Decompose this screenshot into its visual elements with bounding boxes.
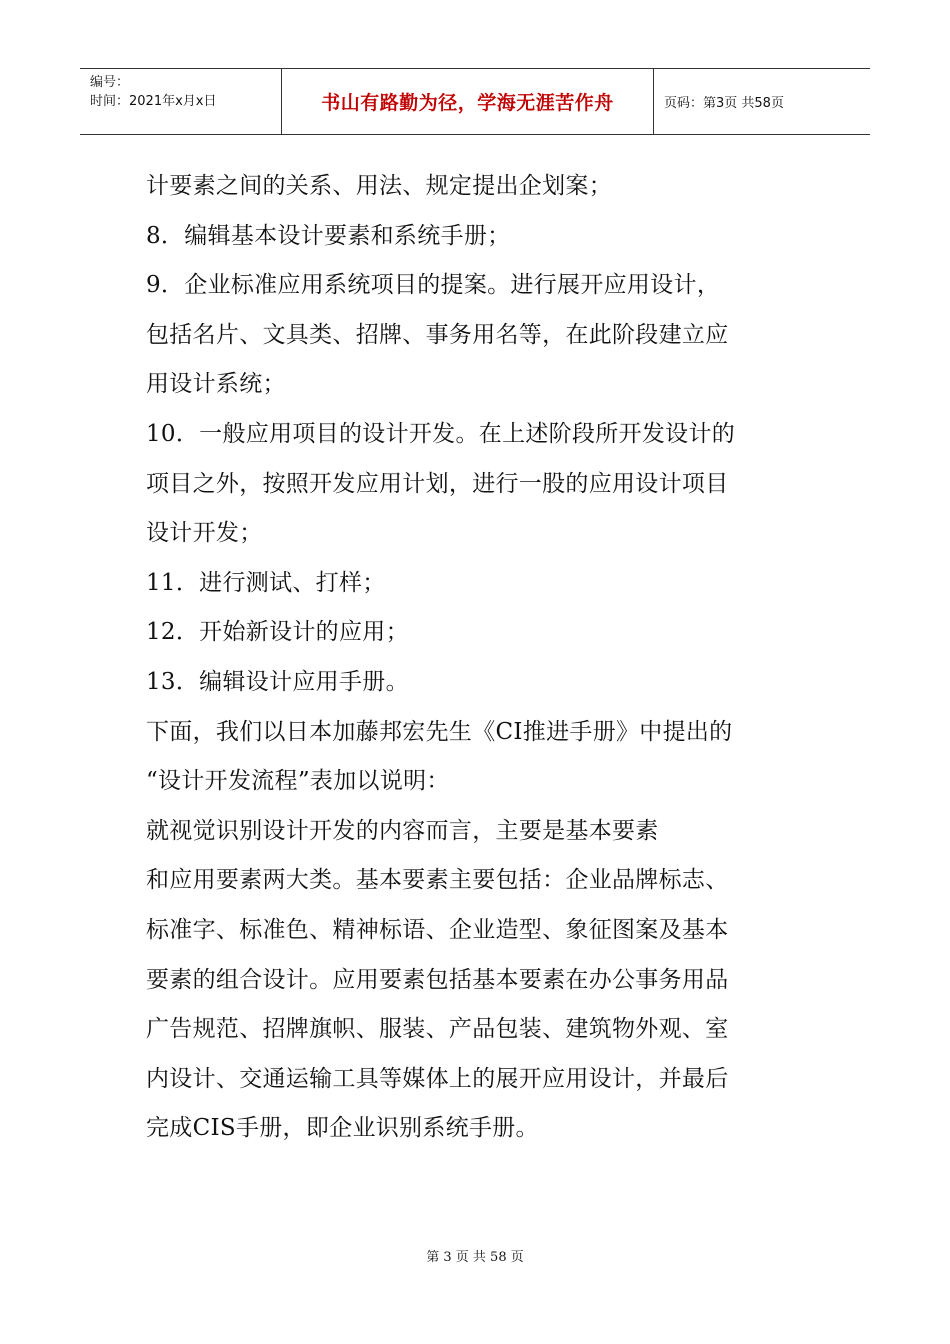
text-line: 下面，我们以日本加藤邦宏先生《CI推进手册》中提出的: [146, 718, 733, 745]
document-number: 编号：: [90, 75, 130, 90]
text-line: 要素的组合设计。应用要素包括基本要素在办公事务用品: [146, 966, 729, 993]
text-line: 完成CIS手册，即企业识别系统手册。: [146, 1115, 539, 1142]
text-line: 内设计、交通运输工具等媒体上的展开应用设计，并最后: [146, 1065, 729, 1092]
text-line: 项目之外，按照开发应用计划，进行一股的应用设计项目: [146, 470, 729, 497]
header-motto: 书山有路勤为径，学海无涯苦作舟: [282, 69, 654, 134]
document-body: [146, 162, 806, 1154]
text-line: 设计开发；: [146, 520, 263, 547]
document-date: 时间：2021年x月x日: [90, 94, 217, 109]
text-line: 10．一般应用项目的设计开发。在上述阶段所开发设计的: [146, 420, 736, 447]
text-line: “设计开发流程”表加以说明：: [146, 768, 450, 795]
text-line: 13．编辑设计应用手册。: [146, 668, 409, 695]
page-footer: 第 3 页 共 58 页: [426, 1250, 524, 1265]
text-line: 计要素之间的关系、用法、规定提出企划案；: [146, 173, 612, 199]
text-line: 和应用要素两大类。基本要素主要包括：企业品牌标志、: [146, 867, 729, 894]
text-line: 用设计系统；: [146, 371, 286, 398]
text-line: 11．进行测试、打样；: [146, 569, 386, 596]
header-meta: [80, 69, 282, 134]
text-line: 8．编辑基本设计要素和系统手册；: [146, 222, 511, 249]
text-line: 标准字、标准色、精神标语、企业造型、象征图案及基本: [146, 916, 729, 943]
text-line: 广告规范、招牌旗帜、服装、产品包装、建筑物外观、室: [146, 1016, 729, 1043]
text-line: 就视觉识别设计开发的内容而言，主要是基本要素: [146, 817, 659, 844]
text-line: 9．企业标准应用系统项目的提案。进行展开应用设计，: [146, 272, 721, 299]
text-line: 12．开始新设计的应用；: [146, 619, 409, 646]
header-page-number: 页码：第3页 共58页: [664, 96, 784, 111]
text-line: 包括名片、文具类、招牌、事务用名等，在此阶段建立应: [146, 321, 729, 348]
page-header: [80, 68, 870, 135]
